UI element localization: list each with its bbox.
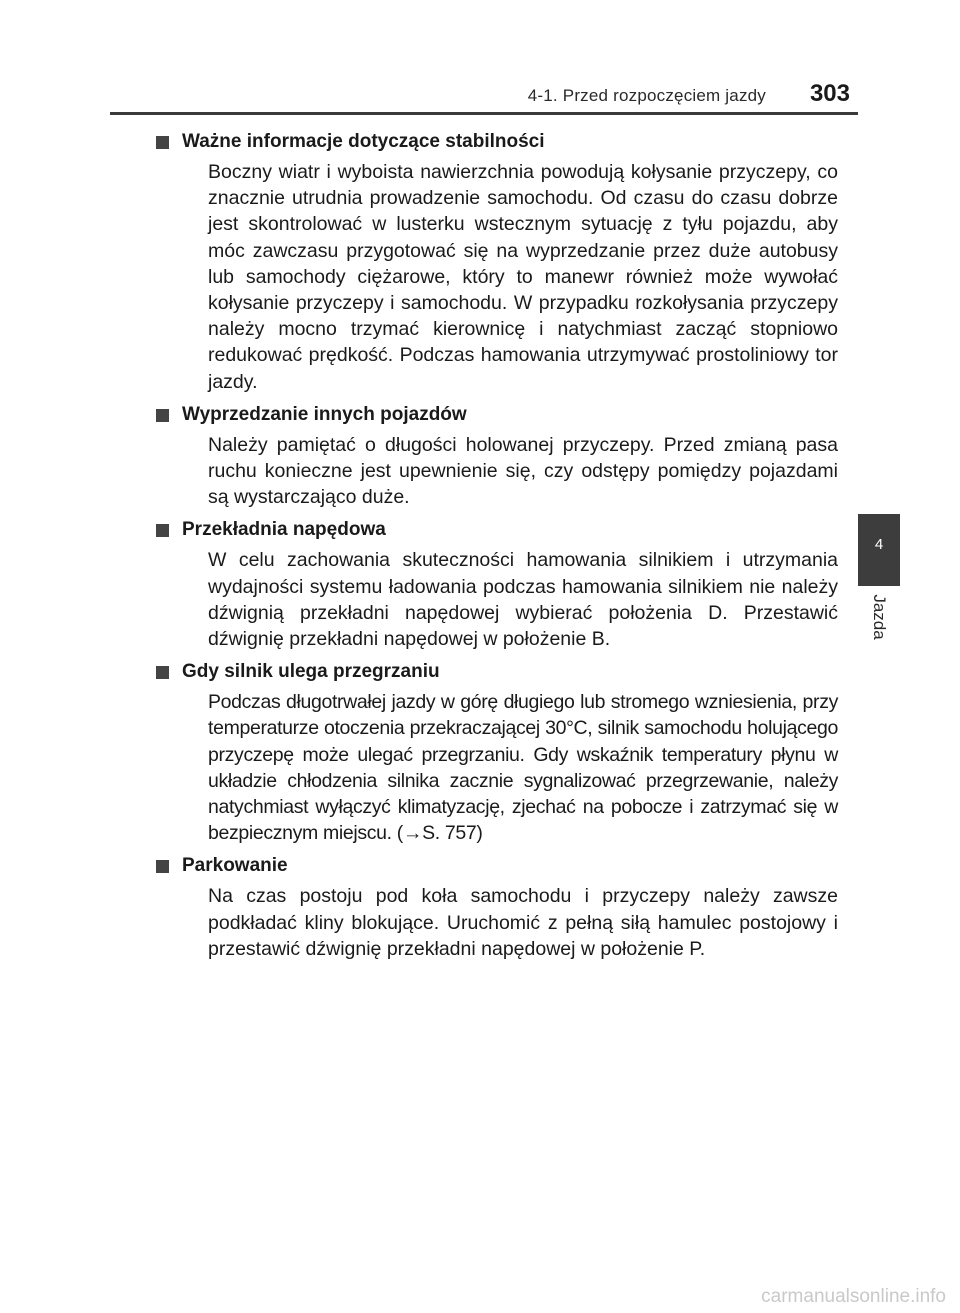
- chapter-label: Jazda: [870, 594, 889, 640]
- section-parking: [182, 852, 838, 962]
- section-body: Boczny wiatr i wyboista nawierzchnia powodują kołysanie przyczepy, co znacznie utrudnia prowadzenie samochodu. Od czasu do czasu dobrze jest skontrolować w lusterku wstecznym sytuację z tyłu pojazdu, aby móc zawczasu przygotować się na wyprzedzanie przez duże autobusy lub samochody ciężarowe, który to manewr również może wywołać kołysanie przyczepy i samochodu. W przypadku rozkołysania przyczepy należy mocno trzymać kierownicę i natychmiast zacząć stopniowo redukować prędkość. Podczas hamowania utrzymywać prostoliniowy tor jazdy.: [208, 161, 838, 393]
- section-title-text: Parkowanie: [182, 855, 288, 877]
- section-title-text: Przekładnia napędowa: [182, 519, 386, 541]
- page-number: 303: [809, 80, 850, 107]
- page-content: [182, 128, 838, 968]
- section-overheating: [182, 658, 838, 846]
- section-title: [156, 852, 838, 880]
- chapter-tab: [858, 514, 900, 586]
- section-title: [156, 401, 838, 429]
- section-title: [156, 658, 838, 686]
- section-body: Podczas długotrwałej jazdy w górę długiego lub stromego wzniesienia, przy temperaturze otoczenia przekraczającej 30°C, silnik samochodu holującego przyczepę może ulegać przegrzaniu. Gdy wskaźnik temperatury płynu w układzie chłodzenia silnika zacznie sygnalizować przegrzewanie, należy natychmiast wyłączyć klimatyzację, zjechać na pobocze i zatrzymać się w bezpiecznym miejscu. (→S. 757): [208, 691, 838, 845]
- section-body: Na czas postoju pod koła samochodu i przyczepy należy zawsze podkładać kliny blokujące. Uruchomić z pełną siłą hamulec postojowy i przestawić dźwignię przekładni napędowej w położenie P.: [208, 885, 838, 960]
- square-bullet-icon: [156, 136, 169, 149]
- section-transmission: [182, 516, 838, 652]
- square-bullet-icon: [156, 666, 169, 679]
- section-body: W celu zachowania skuteczności hamowania silnikiem i utrzymania wydajności systemu ładowania podczas hamowania silnikiem nie należy dźwignią przekładni napędowej wybierać położenia D. Przestawić dźwignię przekładni napędowej w położenie B.: [208, 549, 838, 651]
- section-title-text: Wyprzedzanie innych pojazdów: [182, 403, 467, 425]
- square-bullet-icon: [156, 860, 169, 873]
- section-title-text: Ważne informacje dotyczące stabilności: [182, 131, 545, 152]
- section-overtaking: [182, 401, 838, 511]
- section-title: [156, 128, 838, 156]
- chapter-number: 4: [874, 536, 884, 553]
- section-title: [156, 516, 838, 544]
- square-bullet-icon: [156, 524, 169, 537]
- page-header: [110, 78, 858, 112]
- section-stability: [182, 128, 838, 395]
- header-section-title: 4-1. Przed rozpoczęciem jazdy: [527, 86, 766, 105]
- header-divider: [110, 112, 858, 115]
- section-body: Należy pamiętać o długości holowanej przyczepy. Przed zmianą pasa ruchu konieczne jest upewnienie się, czy odstępy pomiędzy pojazdami są wystarczająco duże.: [208, 433, 838, 509]
- watermark: carmanualsonline.info: [761, 1286, 946, 1307]
- square-bullet-icon: [156, 409, 169, 422]
- section-title-text: Gdy silnik ulega przegrzaniu: [182, 661, 440, 683]
